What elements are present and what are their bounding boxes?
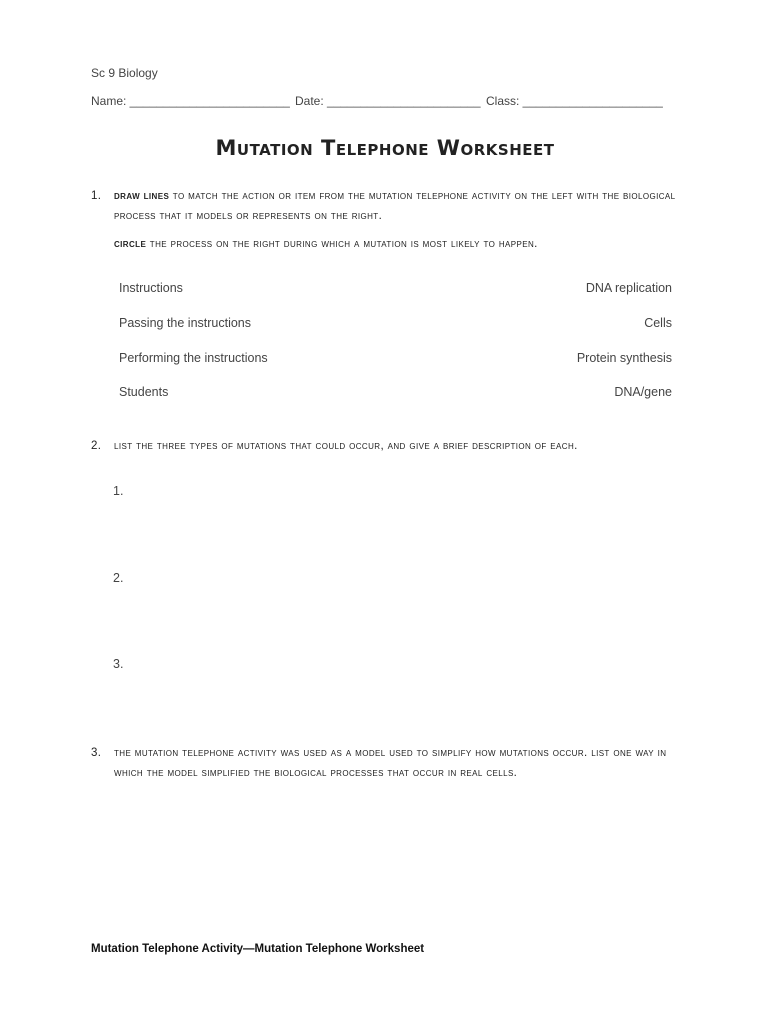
matching-left-item: Passing the instructions bbox=[119, 316, 252, 330]
question-3 bbox=[91, 743, 681, 783]
question-2 bbox=[91, 436, 681, 456]
student-info-line bbox=[91, 94, 691, 108]
date-field: Date: _______________________ bbox=[295, 94, 481, 108]
answer-slot: 3. bbox=[113, 657, 124, 671]
matching-left-item: Instructions bbox=[119, 281, 183, 295]
question-2-number: 2. bbox=[91, 440, 102, 452]
matching-left-item: Performing the instructions bbox=[119, 351, 268, 365]
page-footer: Mutation Telephone Activity—Mutation Telephone Worksheet bbox=[91, 943, 425, 955]
matching-right-item: Protein synthesis bbox=[576, 351, 672, 365]
answer-slot: 1. bbox=[113, 484, 124, 498]
matching-left-item: Students bbox=[119, 385, 169, 399]
question-3-text: the mutation telephone activity was used as a model used to simplify how mutations occur. list one way in which the model simplified the biological processes that occur in real cells. bbox=[114, 747, 667, 779]
name-field: Name: ________________________ bbox=[91, 94, 290, 108]
question-1-number: 1. bbox=[91, 190, 102, 202]
matching-right-item: Cells bbox=[644, 316, 672, 330]
question-1-text bbox=[114, 186, 681, 226]
circle-lead: circle bbox=[114, 238, 147, 250]
circle-text: the process on the right during which a mutation is most likely to happen. bbox=[146, 238, 538, 250]
class-field: Class: _____________________ bbox=[486, 94, 663, 108]
question-1-circle-instruction bbox=[91, 234, 681, 254]
question-1-bold-lead: draw lines bbox=[114, 190, 170, 202]
answer-slot: 2. bbox=[113, 571, 124, 585]
question-2-text: list the three types of mutations that could occur, and give a brief description of each. bbox=[114, 440, 578, 452]
matching-right-item: DNA/gene bbox=[614, 385, 672, 399]
matching-right-item: DNA replication bbox=[585, 281, 672, 295]
page-title: Mutation Telephone Worksheet bbox=[215, 136, 555, 160]
question-3-number: 3. bbox=[91, 747, 102, 759]
question-1-instruction: to match the action or item from the mutation telephone activity on the left with the biological process that it models or represents on the right. bbox=[114, 190, 676, 222]
question-1 bbox=[91, 186, 681, 226]
course-label: Sc 9 Biology bbox=[91, 66, 158, 80]
